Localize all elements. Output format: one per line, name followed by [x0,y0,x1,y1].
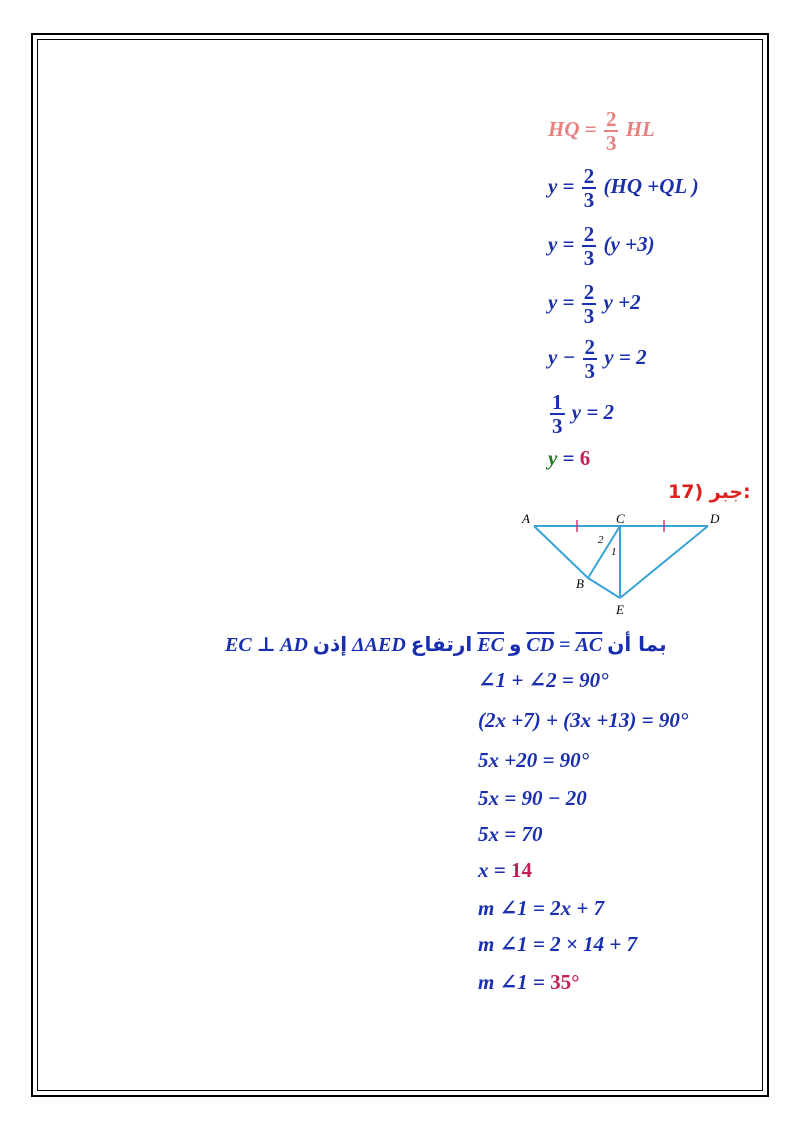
step-1: ∠1 + ∠2 = 90° [478,668,609,692]
eq7-answer: 6 [579,446,591,470]
equation-line-7 [548,448,590,469]
eq5-numerator: 2 [584,335,596,359]
eq3-lhs: y [548,231,558,256]
step-5: 5x = 70 [478,822,543,846]
eq4-denominator: 3 [583,304,595,329]
label-b: B [576,576,584,591]
eq2-lhs: y [548,173,558,198]
statement-conclusion: EC ⊥ AD [225,634,308,656]
label-d: D [710,511,720,526]
eq1-fraction [604,108,619,154]
eq5-denominator: 3 [584,359,596,384]
eq5-rhs: y = 2 [604,344,647,369]
angle-label-1: 1 [611,546,617,558]
eq6-rhs: y = 2 [571,399,615,424]
label-c: C [616,511,625,526]
step-2: (2x +7) + (3x +13) = 90° [478,708,689,732]
step-4: 5x = 90 − 20 [478,786,587,810]
statement-seg-cd: $\overline{CD}$ [526,634,555,656]
triangle-figure [510,508,735,618]
problem-17-label: 17) جبر: [668,481,751,503]
equation-line-6 [548,391,614,437]
statement-equals: = [559,634,571,656]
eq3-equals: = [562,231,575,256]
statement-and: و [508,632,522,656]
eq1-lhs: HQ [548,116,580,141]
step-8: m ∠1 = 2 × 14 + 7 [478,932,638,956]
eq1-denominator: 3 [605,131,617,156]
step-7: m ∠1 = 2x + 7 [478,896,605,920]
eq5-lhs: y − [548,344,576,369]
step-9 [478,972,580,993]
eq2-fraction [582,165,597,211]
equation-line-5 [548,336,647,382]
statement-since: بما أن [607,632,667,656]
step-3: 5x +20 = 90° [478,748,590,772]
eq3-denominator: 3 [583,246,595,271]
eq7-var: y [548,446,558,470]
eq6-denominator: 3 [552,414,563,439]
eq1-rhs: HL [625,116,655,141]
angle-label-2: 2 [598,534,604,546]
step-6-answer: 14 [510,858,532,882]
equation-line-1 [548,108,655,154]
segment-ab [534,526,588,578]
equation-line-4 [548,281,641,327]
segment-ed [620,526,708,598]
eq4-equals: = [562,289,575,314]
label-e: E [616,602,624,617]
eq6-fraction [550,391,565,437]
segment-be [588,578,620,598]
step-6-lhs: x = [478,858,506,882]
eq2-equals: = [562,173,575,198]
eq5-fraction [583,336,598,382]
eq1-numerator: 2 [605,107,617,131]
equation-line-2 [548,165,699,211]
step-6 [478,860,532,881]
statement-line [225,634,667,655]
eq4-rhs: y +2 [603,289,641,314]
eq4-numerator: 2 [583,280,595,304]
eq2-numerator: 2 [583,164,595,188]
statement-altitude: ارتفاع [410,632,473,656]
eq6-numerator: 1 [552,390,563,414]
eq3-fraction [582,223,597,269]
eq4-fraction [582,281,597,327]
statement-triangle: ΔAED [352,634,406,656]
eq2-rhs: (HQ +QL ) [603,173,699,198]
eq3-rhs: (y +3) [603,231,655,256]
eq4-lhs: y [548,289,558,314]
eq2-denominator: 3 [583,188,595,213]
step-9-answer: 35° [550,970,580,994]
eq3-numerator: 2 [583,222,595,246]
eq7-equals: = [562,446,575,470]
statement-seg-ec: $\overline{EC}$ [477,634,504,656]
eq1-equals: = [584,116,597,141]
statement-then: إذن [312,632,348,656]
step-9-lhs: m ∠1 = [478,970,545,994]
equation-line-3 [548,223,655,269]
statement-seg-ac: $\overline{AC}$ [575,634,603,656]
label-a: A [522,511,530,526]
